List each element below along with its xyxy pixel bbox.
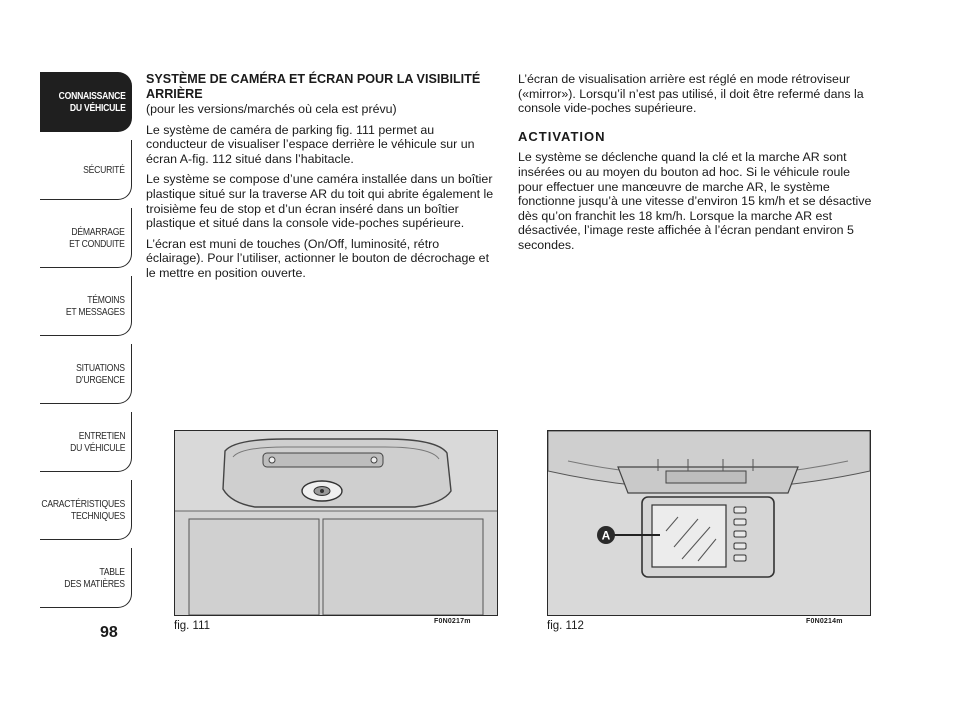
figure-caption: fig. 111 — [174, 620, 211, 632]
tab-situations-d-urgence[interactable] — [40, 344, 132, 404]
tab-label: TABLE DES MATIÈRES — [64, 565, 125, 590]
paragraph: L’écran est muni de touches (On/Off, luminosité, rétro éclairage). Pour l’utiliser, actionner le bouton de décrochage et le mettre en position ouverte. — [146, 236, 490, 280]
tab-label: CONNAISSANCE DU VÉHICULE — [59, 90, 126, 114]
right-column — [518, 72, 874, 259]
tab-demarrage-et-conduite[interactable] — [40, 208, 132, 268]
tab-label: ENTRETIEN DU VÉHICULE — [69, 429, 125, 454]
figure-code: F0N0217m — [434, 618, 471, 625]
chapter-tabs — [40, 72, 132, 616]
tab-label: SÉCURITÉ — [83, 163, 125, 176]
left-column — [146, 72, 496, 287]
section-heading: SYSTÈME DE CAMÉRA ET ÉCRAN POUR LA VISIBILITÉ ARRIÈRE — [146, 72, 481, 101]
camera-illustration — [175, 431, 497, 615]
paragraph: L’écran de visualisation arrière est réglé en mode rétroviseur («mirror»). Lorsqu’il n’est pas utilisé, il doit être refermé dans la console vide-poches supérieure. — [518, 72, 864, 116]
figure-112-screen — [547, 430, 871, 616]
figure-111-camera — [174, 430, 498, 616]
paragraph: Le système de caméra de parking fig. 111 permet au conducteur de visualiser l’espace derrière le véhicule sur un écran A-fig. 112 situé dans l’habitacle. — [146, 122, 475, 166]
tab-entretien-du-vehicule[interactable] — [40, 412, 132, 472]
paragraph: Le système se compose d’une caméra installée dans un boîtier plastique situé sur la traverse AR du toit qui abrite également le troisième feu de stop et d’un écran inséré dans un boîtier plastique et situé dans la console vide-poches supérieure. — [146, 172, 494, 231]
tab-label: SITUATIONS D’URGENCE — [76, 361, 125, 386]
page-number: 98 — [100, 624, 118, 641]
tab-table-des-matieres[interactable] — [40, 548, 132, 608]
section-subheading: (pour les versions/marchés où cela est prévu) — [146, 102, 397, 116]
callout-a-label: A — [601, 528, 611, 543]
screen-illustration — [548, 431, 870, 615]
tab-label: CARACTÉRISTIQUES TECHNIQUES — [41, 497, 125, 522]
figure-code: F0N0214m — [806, 618, 843, 625]
figure-caption: fig. 112 — [547, 620, 584, 632]
tab-temoins-et-messages[interactable] — [40, 276, 132, 336]
tab-securite[interactable] — [40, 140, 132, 200]
paragraph: Le système se déclenche quand la clé et la marche AR sont insérées ou au moyen du bouton ad hoc. Si le véhicule roule pour effectuer une manœuvre de marche AR, le système fonctionne jusqu’à une vitesse d’environ 15 km/h et se désactive dès qu’on franchit les 18 km/h. Lorsque la marche AR est désactivée, l’image reste affichée à l’écran pendant environ 5 secondes. — [518, 150, 872, 252]
tab-label: TÉMOINS ET MESSAGES — [66, 293, 125, 318]
tab-connaissance-du-vehicule[interactable] — [40, 72, 132, 132]
tab-label: DÉMARRAGE ET CONDUITE — [69, 225, 125, 250]
activation-heading: ACTIVATION — [518, 128, 606, 144]
tab-caracteristiques-techniques[interactable] — [40, 480, 132, 540]
